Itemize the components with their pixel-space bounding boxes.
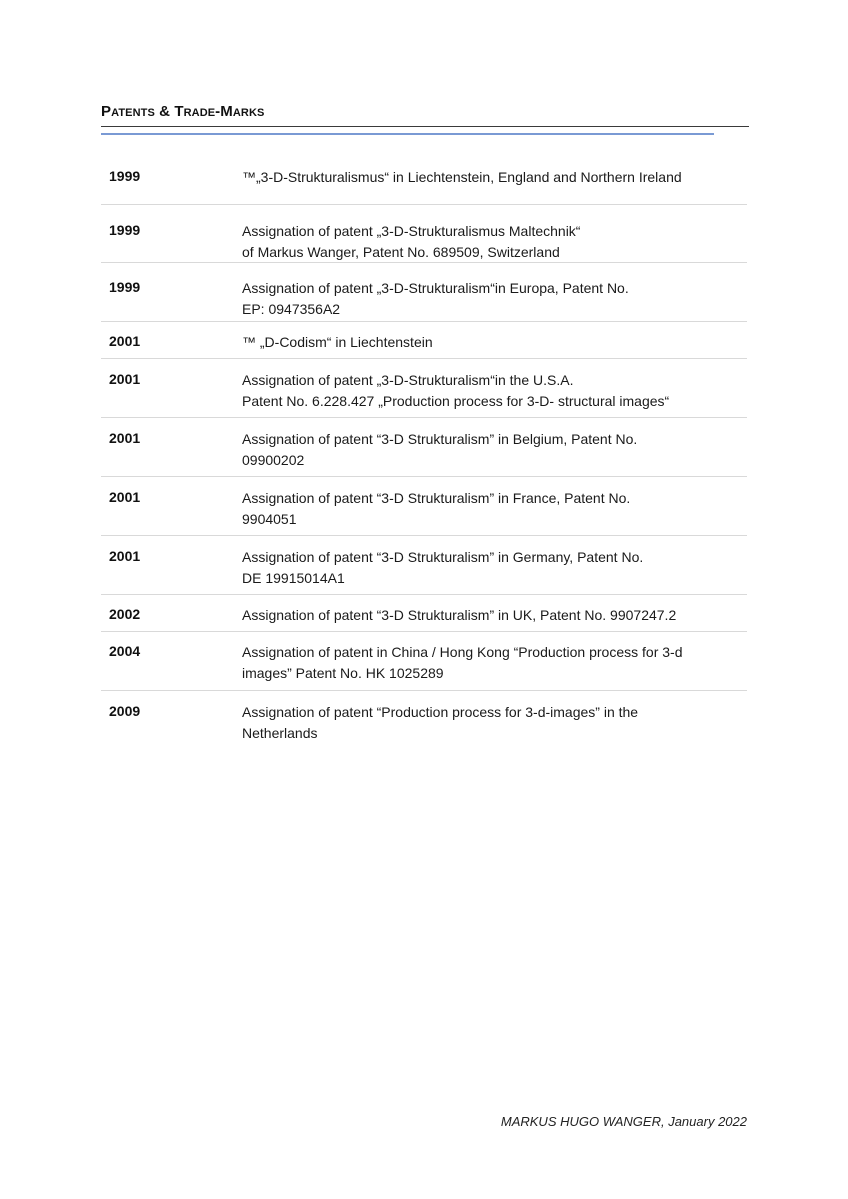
description-line: ™ „D-Codism“ in Liechtenstein [242,334,433,350]
entry-description [242,429,742,471]
description-line: 9904051 [242,511,297,527]
description-line: Netherlands [242,725,318,741]
description-line: 09900202 [242,452,305,468]
description-line: Assignation of patent „3-D-Strukturalismus Maltechnik“ [242,223,581,239]
entry-description [242,221,742,263]
entry-year: 2001 [109,548,141,564]
entry-description [242,642,742,684]
entry-year: 2001 [109,430,141,446]
entry-year: 2009 [109,703,141,719]
table-row [101,691,747,751]
description-line: Assignation of patent “3-D Strukturalism” in UK, Patent No. 9907247.2 [242,607,677,623]
description-line: DE 19915014A1 [242,570,345,586]
heading-accent-line [101,133,714,135]
description-line: Assignation of patent “3-D Strukturalism” in France, Patent No. [242,490,631,506]
description-line: Assignation of patent “3-D Strukturalism” in Germany, Patent No. [242,549,644,565]
table-row [101,418,747,477]
entry-year: 2001 [109,333,141,349]
entry-year: 2004 [109,643,141,659]
section-heading: Patents & Trade-Marks [101,103,265,120]
table-row [101,205,747,263]
entry-description [242,167,742,188]
entry-year: 1999 [109,168,141,184]
description-line: EP: 0947356A2 [242,301,341,317]
table-row [101,263,747,322]
description-line: Assignation of patent “3-D Strukturalism” in Belgium, Patent No. [242,431,638,447]
description-line: Assignation of patent „3-D-Strukturalism“in the U.S.A. [242,372,574,388]
table-row [101,322,747,359]
description-line: Assignation of patent in China / Hong Kong “Production process for 3-d [242,644,683,660]
page-footer: MARKUS HUGO WANGER, January 2022 [500,1114,747,1129]
entry-description [242,702,742,744]
entry-description [242,278,742,320]
table-row [101,359,747,418]
table-row [101,632,747,691]
entry-description [242,488,742,530]
entry-description [242,605,742,626]
table-row [101,477,747,536]
description-line: Assignation of patent “Production process for 3-d-images” in the [242,704,639,720]
heading-divider [101,126,749,127]
patents-table [101,149,747,751]
entry-year: 1999 [109,222,141,238]
description-line: Assignation of patent „3-D-Strukturalism“in Europa, Patent No. [242,280,629,296]
entry-year: 2002 [109,606,141,622]
description-line: Patent No. 6.228.427 „Production process for 3-D- structural images“ [242,393,670,409]
table-row [101,149,747,205]
entry-description [242,547,742,589]
entry-year: 2001 [109,371,141,387]
description-line: images” Patent No. HK 1025289 [242,665,444,681]
entry-year: 1999 [109,279,141,295]
entry-year: 2001 [109,489,141,505]
entry-description [242,332,742,353]
table-row [101,536,747,595]
description-line: of Markus Wanger, Patent No. 689509, Switzerland [242,244,560,260]
description-line: ™„3-D-Strukturalismus“ in Liechtenstein, England and Northern Ireland [242,169,682,185]
table-row [101,595,747,632]
entry-description [242,370,742,412]
